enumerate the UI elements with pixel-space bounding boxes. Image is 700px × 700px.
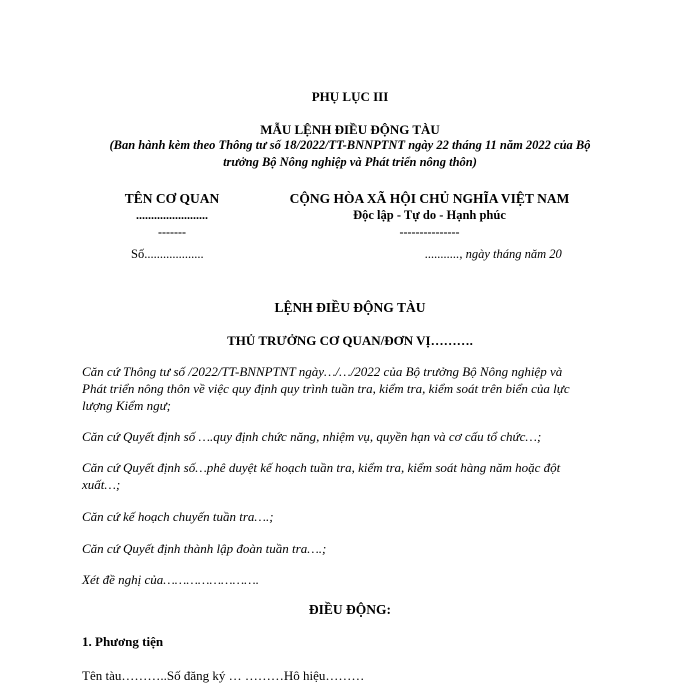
legal-basis-4-line-1: Căn cứ kế hoạch chuyến tuần tra….; <box>82 509 274 524</box>
proposal-line <box>82 571 622 588</box>
vessel-info-line: Tên tàu………..Số đăng ký … ………Hô hiệu……… <box>82 668 365 683</box>
legal-basis-3-line-1: Căn cứ Quyết định số…phê duyệt kế hoạch tuần tra, kiểm tra, kiểm soát hàng năm hoặc đột <box>82 460 561 475</box>
issued-line-2: trưởng Bộ Nông nghiệp và Phát triển nông thôn) <box>223 155 477 169</box>
legal-basis-1-line-2: Phát triển nông thôn về việc quy định quy trình tuần tra, kiểm tra, kiểm soát trên biển của lực <box>82 381 570 396</box>
order-title: LỆNH ĐIỀU ĐỘNG TÀU <box>274 300 426 315</box>
national-motto: Độc lập - Tự do - Hạnh phúc <box>353 208 506 222</box>
form-title: MẪU LỆNH ĐIỀU ĐỘNG TÀU <box>260 122 440 137</box>
legal-basis-3-line-2: xuất…; <box>82 477 121 492</box>
nation-name: CỘNG HÒA XÃ HỘI CHỦ NGHĨA VIỆT NAM <box>289 191 570 206</box>
legal-basis-5 <box>82 540 622 557</box>
legal-basis-4 <box>82 508 622 525</box>
document-number: Số................... <box>131 247 204 261</box>
motto-dashes: --------------- <box>399 225 460 239</box>
date-line: ..........., ngày tháng năm 20 <box>425 247 562 261</box>
agency-label: TÊN CƠ QUAN <box>124 191 220 206</box>
legal-basis-3 <box>82 459 622 493</box>
agency-dots: ........................ <box>136 208 208 222</box>
legal-basis-1-line-1: Căn cứ Thông tư số /2022/TT-BNNPTNT ngày…/…/2022 của Bộ trưởng Bộ Nông nghiệp và <box>82 364 563 379</box>
legal-basis-2 <box>82 428 622 445</box>
issued-line-1: (Ban hành kèm theo Thông tư số 18/2022/TT-BNNPTNT ngày 22 tháng 11 năm 2022 của Bộ <box>109 138 591 152</box>
legal-basis-1 <box>82 363 622 414</box>
head-of-agency-title: THỦ TRƯỞNG CƠ QUAN/ĐƠN VỊ………. <box>227 333 473 348</box>
legal-basis-2-line-1: Căn cứ Quyết định số ….quy định chức năng, nhiệm vụ, quyền hạn và cơ cấu tổ chức…; <box>82 429 542 444</box>
appendix-title: PHỤ LỤC III <box>311 89 389 104</box>
section-1-title: 1. Phương tiện <box>82 634 164 649</box>
legal-basis-5-line-1: Căn cứ Quyết định thành lập đoàn tuần tra….; <box>82 541 327 556</box>
agency-dashes: ------- <box>158 225 186 239</box>
legal-basis-1-line-3: lượng Kiểm ngư; <box>82 398 172 413</box>
proposal-line-text: Xét đề nghị của……………………. <box>82 572 259 587</box>
dispatch-title: ĐIỀU ĐỘNG: <box>308 602 392 617</box>
